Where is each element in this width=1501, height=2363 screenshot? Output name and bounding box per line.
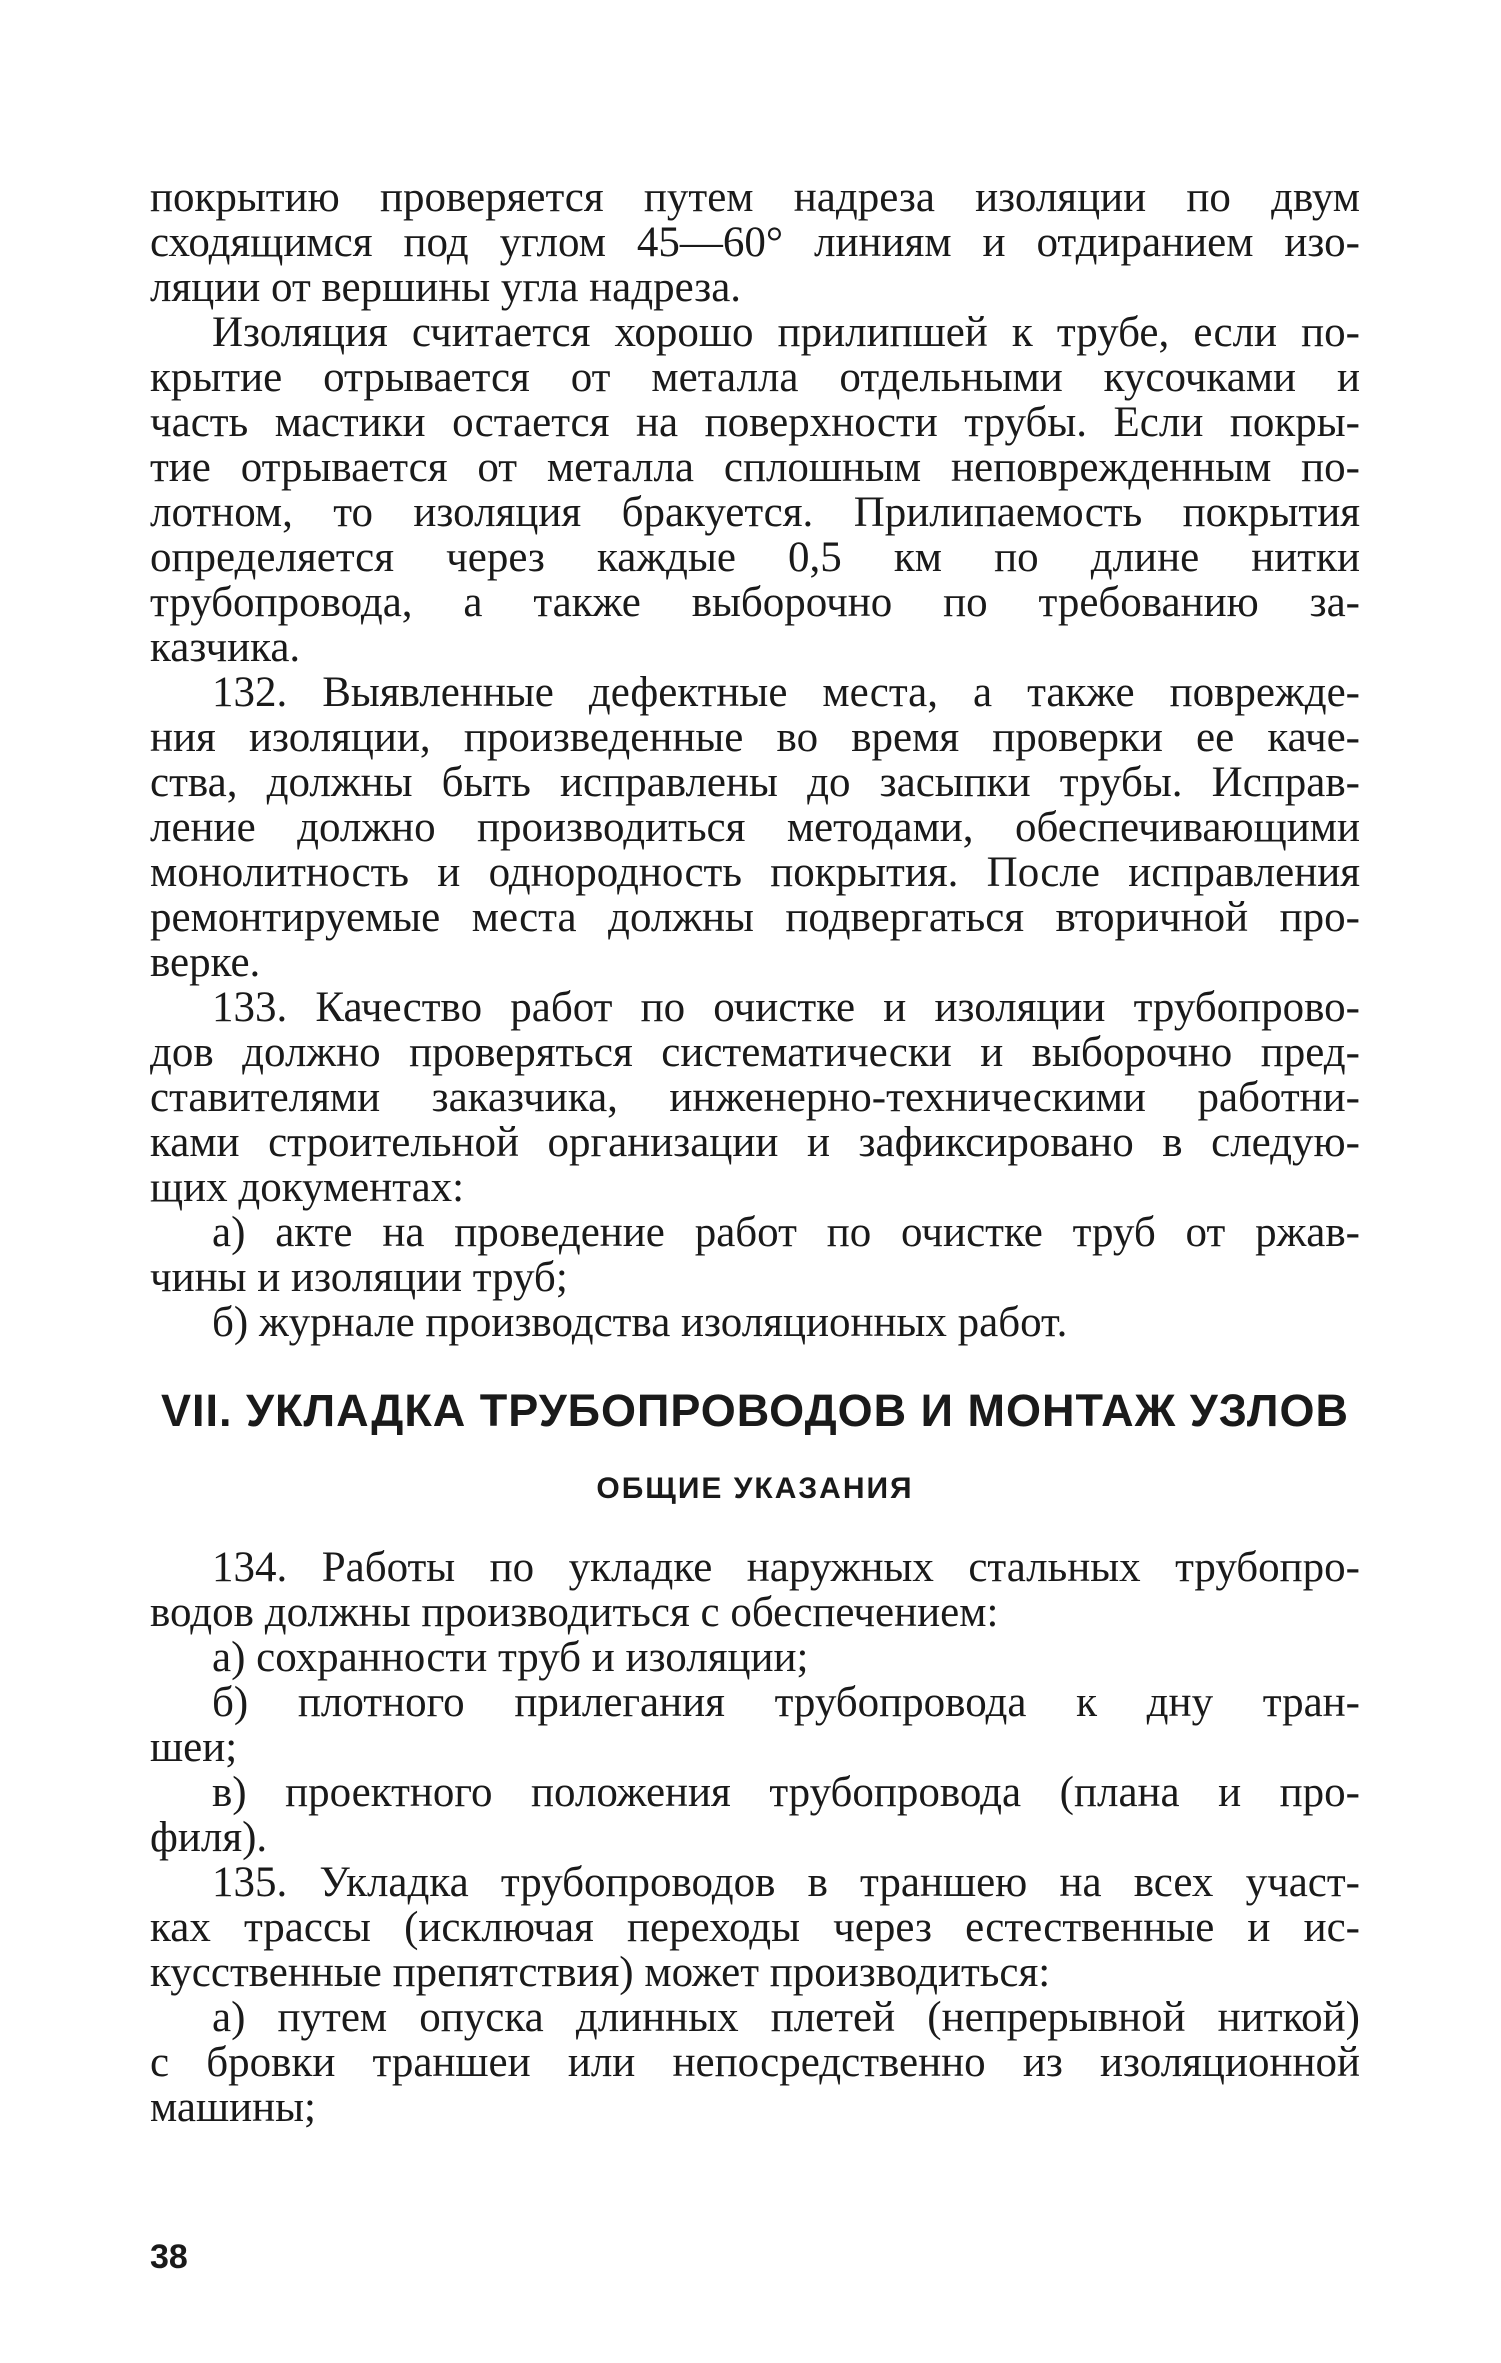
text-line: трубопровода, а также выборочно по требованию за- xyxy=(150,579,1360,626)
text-line: казчика. xyxy=(150,624,301,671)
page-number: 38 xyxy=(150,2238,188,2276)
text-line: ках трассы (исключая переходы через естественные и ис- xyxy=(150,1904,1360,1951)
text-line: с бровки траншеи или непосредственно из изоляционной xyxy=(150,2039,1360,2086)
text-line: 135. Укладка трубопроводов в траншею на всех участ- xyxy=(212,1859,1360,1906)
text-line: ства, должны быть исправлены до засыпки трубы. Исправ- xyxy=(150,759,1360,806)
text-line: ния изоляции, произведенные во время проверки ее каче- xyxy=(150,714,1360,761)
text-line: монолитность и однородность покрытия. После исправления xyxy=(150,849,1360,896)
text-line: а) акте на проведение работ по очистке труб от ржав- xyxy=(212,1209,1360,1256)
text-line: определяется через каждые 0,5 км по длине нитки xyxy=(150,534,1360,581)
text-block-1 xyxy=(150,175,1360,1345)
text-line: сходящимся под углом 45—60° линиям и отдиранием изо- xyxy=(150,219,1360,266)
text-line: чины и изоляции труб; xyxy=(150,1254,568,1301)
text-line: 133. Качество работ по очистке и изоляции трубопрово- xyxy=(212,984,1360,1031)
text-line: Изоляция считается хорошо прилипшей к трубе, если по- xyxy=(212,309,1360,356)
text-line: б) плотного прилегания трубопровода к дну тран- xyxy=(212,1679,1360,1726)
text-line: покрытию проверяется путем надреза изоляции по двум xyxy=(150,174,1360,221)
text-line: ление должно производиться методами, обеспечивающими xyxy=(150,804,1360,851)
text-line: в) проектного положения трубопровода (плана и про- xyxy=(212,1769,1360,1816)
text-line: щих документах: xyxy=(150,1164,465,1211)
text-line: водов должны производиться с обеспечением: xyxy=(150,1589,999,1636)
text-line: кусственные препятствия) может производиться: xyxy=(150,1949,1051,1996)
subsection-title: ОБЩИЕ УКАЗАНИЯ xyxy=(596,1472,914,1505)
text-line: крытие отрывается от металла отдельными кусочками и xyxy=(150,354,1360,401)
text-line: а) путем опуска длинных плетей (непрерывной ниткой) xyxy=(212,1994,1360,2041)
text-line: 134. Работы по укладке наружных стальных трубопро- xyxy=(212,1544,1360,1591)
text-line: ставителями заказчика, инженерно-техническими работни- xyxy=(150,1074,1360,1121)
text-line: тие отрывается от металла сплошным неповрежденным по- xyxy=(150,444,1360,491)
text-line: б) журнале производства изоляционных работ. xyxy=(212,1299,1068,1346)
text-block-2 xyxy=(150,1545,1360,2130)
text-line: лотном, то изоляция бракуется. Прилипаемость покрытия xyxy=(150,489,1360,536)
text-line: ляции от вершины угла надреза. xyxy=(150,264,742,311)
text-line: верке. xyxy=(150,939,261,986)
text-line: машины; xyxy=(150,2084,316,2131)
text-line: шеи; xyxy=(150,1724,238,1771)
text-line: часть мастики остается на поверхности трубы. Если покры- xyxy=(150,399,1360,446)
text-line: дов должно проверяться систематически и выборочно пред- xyxy=(150,1029,1360,1076)
section-title: VII. УКЛАДКА ТРУБОПРОВОДОВ И МОНТАЖ УЗЛОВ xyxy=(161,1385,1349,1436)
text-line: ками строительной организации и зафиксировано в следую- xyxy=(150,1119,1360,1166)
text-line: филя). xyxy=(150,1814,268,1861)
text-line: а) сохранности труб и изоляции; xyxy=(212,1634,809,1681)
text-line: ремонтируемые места должны подвергаться вторичной про- xyxy=(150,894,1360,941)
text-line: 132. Выявленные дефектные места, а также поврежде- xyxy=(212,669,1360,716)
